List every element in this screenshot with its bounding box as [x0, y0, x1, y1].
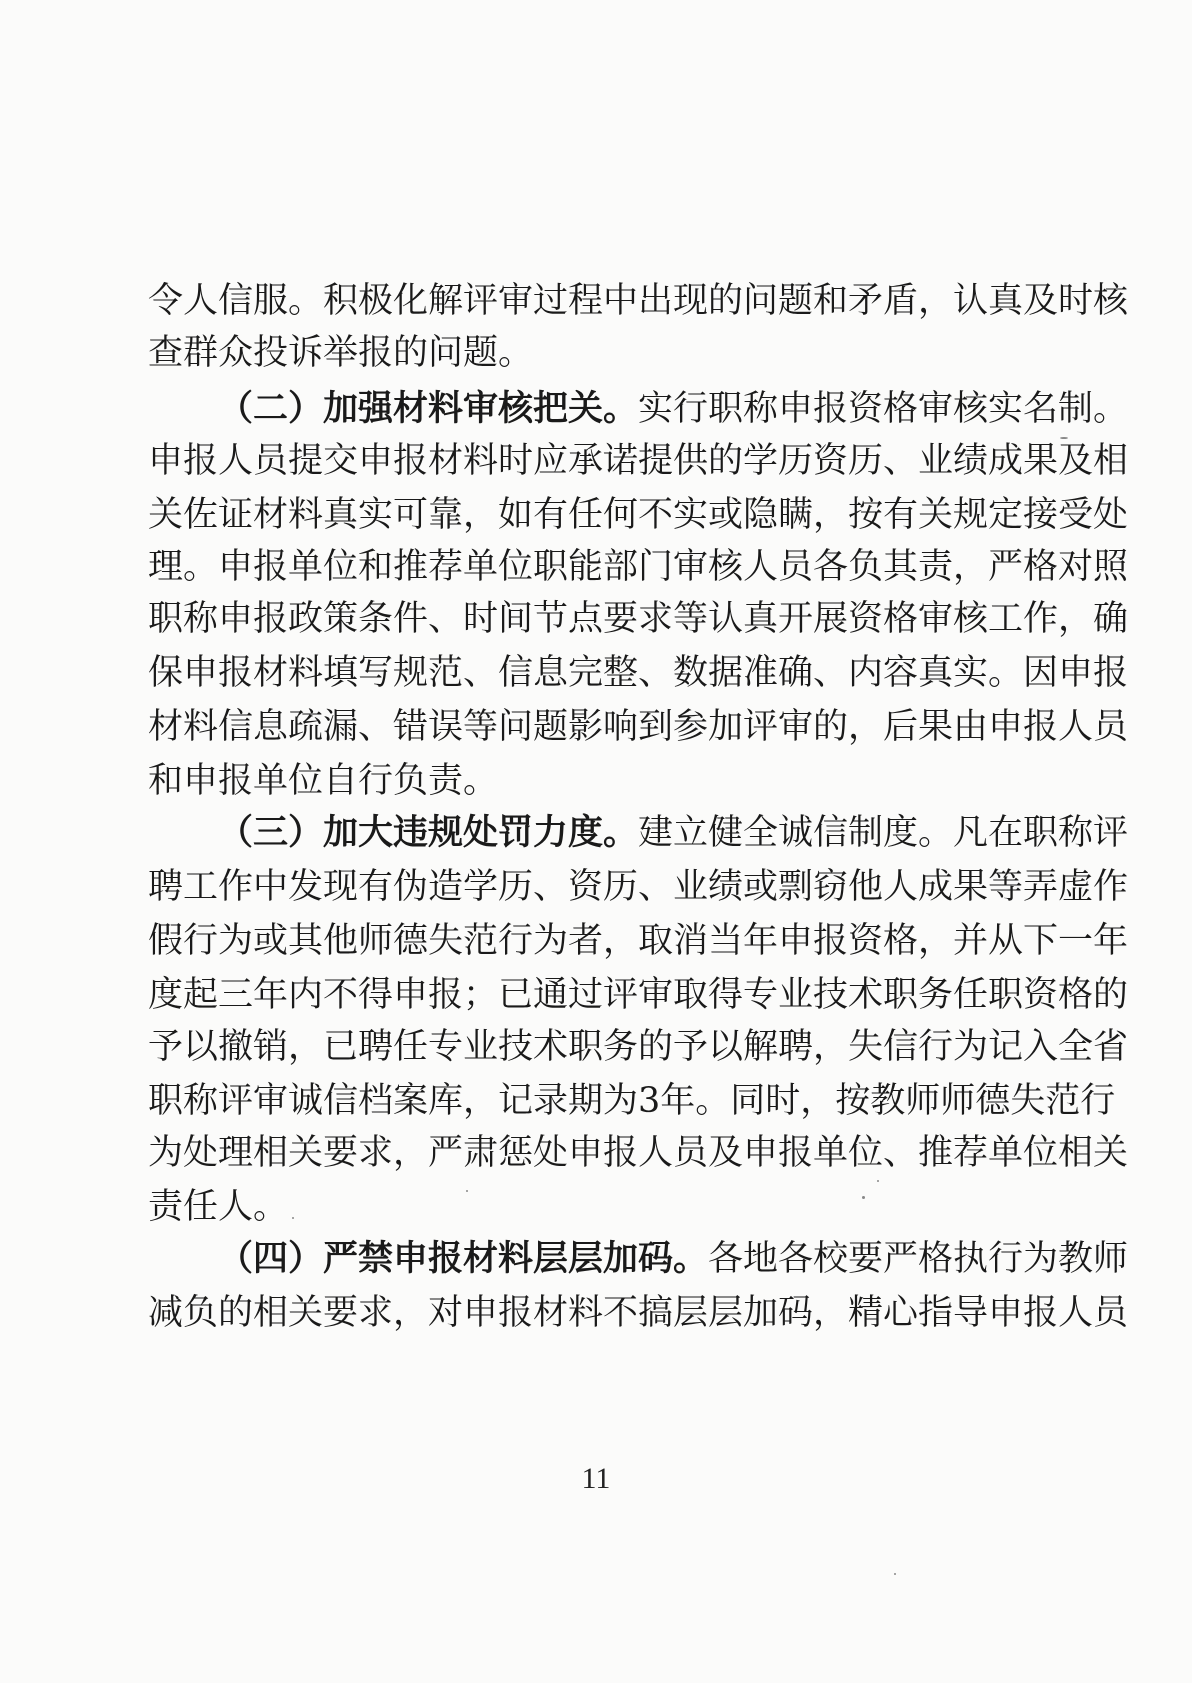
scan-speck — [894, 1573, 896, 1575]
body-line: 职称评审诚信档案库，记录期为3年。同时，按教师师德失范行 — [148, 1081, 1116, 1121]
section-2-heading: （二）加强材料审核把关。 — [218, 388, 639, 429]
section-3-heading: （三）加大违规处罚力度。 — [218, 812, 639, 853]
body-line: 假行为或其他师德失范行为者，取消当年申报资格，并从下一年 — [148, 921, 1129, 961]
section-4-heading: （四）严禁申报材料层层加码。 — [218, 1238, 709, 1279]
body-line: 和申报单位自行负责。 — [148, 761, 499, 801]
body-line: 材料信息疏漏、错误等问题影响到参加评审的，后果由申报人员 — [148, 707, 1129, 747]
body-line: 申报人员提交申报材料时应承诺提供的学历资历、业绩成果及相 — [148, 441, 1129, 481]
body-line: 为处理相关要求，严肃惩处申报人员及申报单位、推荐单位相关 — [148, 1133, 1129, 1173]
body-line: 关佐证材料真实可靠，如有任何不实或隐瞒，按有关规定接受处 — [148, 495, 1129, 535]
section-2-text: 实行职称申报资格审核实名制。 — [638, 389, 1129, 429]
section-3-paragraph-start — [218, 810, 1129, 856]
section-4-paragraph-start — [218, 1236, 1129, 1282]
section-2-paragraph-start — [218, 386, 1129, 432]
scan-speck — [862, 1196, 865, 1199]
body-line: 责任人。 — [148, 1187, 289, 1227]
body-line: 令人信服。积极化解评审过程中出现的问题和矛盾，认真及时核 — [148, 281, 1129, 321]
scan-speck — [466, 1190, 468, 1192]
page-number: 11 — [581, 1462, 611, 1495]
body-line: 职称申报政策条件、时间节点要求等认真开展资格审核工作，确 — [148, 599, 1129, 639]
scan-speck — [877, 1180, 879, 1182]
scan-speck — [292, 1217, 294, 1219]
body-line: 保申报材料填写规范、信息完整、数据准确、内容真实。因申报 — [148, 653, 1129, 693]
section-4-text: 各地各校要严格执行为教师 — [708, 1239, 1129, 1279]
body-line: 聘工作中发现有伪造学历、资历、业绩或剽窃他人成果等弄虚作 — [148, 867, 1129, 907]
scan-speck — [1060, 437, 1068, 439]
body-line: 予以撤销，已聘任专业技术职务的予以解聘，失信行为记入全省 — [148, 1027, 1129, 1067]
body-line: 理。申报单位和推荐单位职能部门审核人员各负其责，严格对照 — [148, 547, 1129, 587]
body-line: 度起三年内不得申报；已通过评审取得专业技术职务任职资格的 — [148, 975, 1129, 1015]
body-line: 查群众投诉举报的问题。 — [148, 333, 534, 373]
section-3-text: 建立健全诚信制度。凡在职称评 — [638, 813, 1129, 853]
body-line: 减负的相关要求，对申报材料不搞层层加码，精心指导申报人员 — [148, 1293, 1129, 1333]
